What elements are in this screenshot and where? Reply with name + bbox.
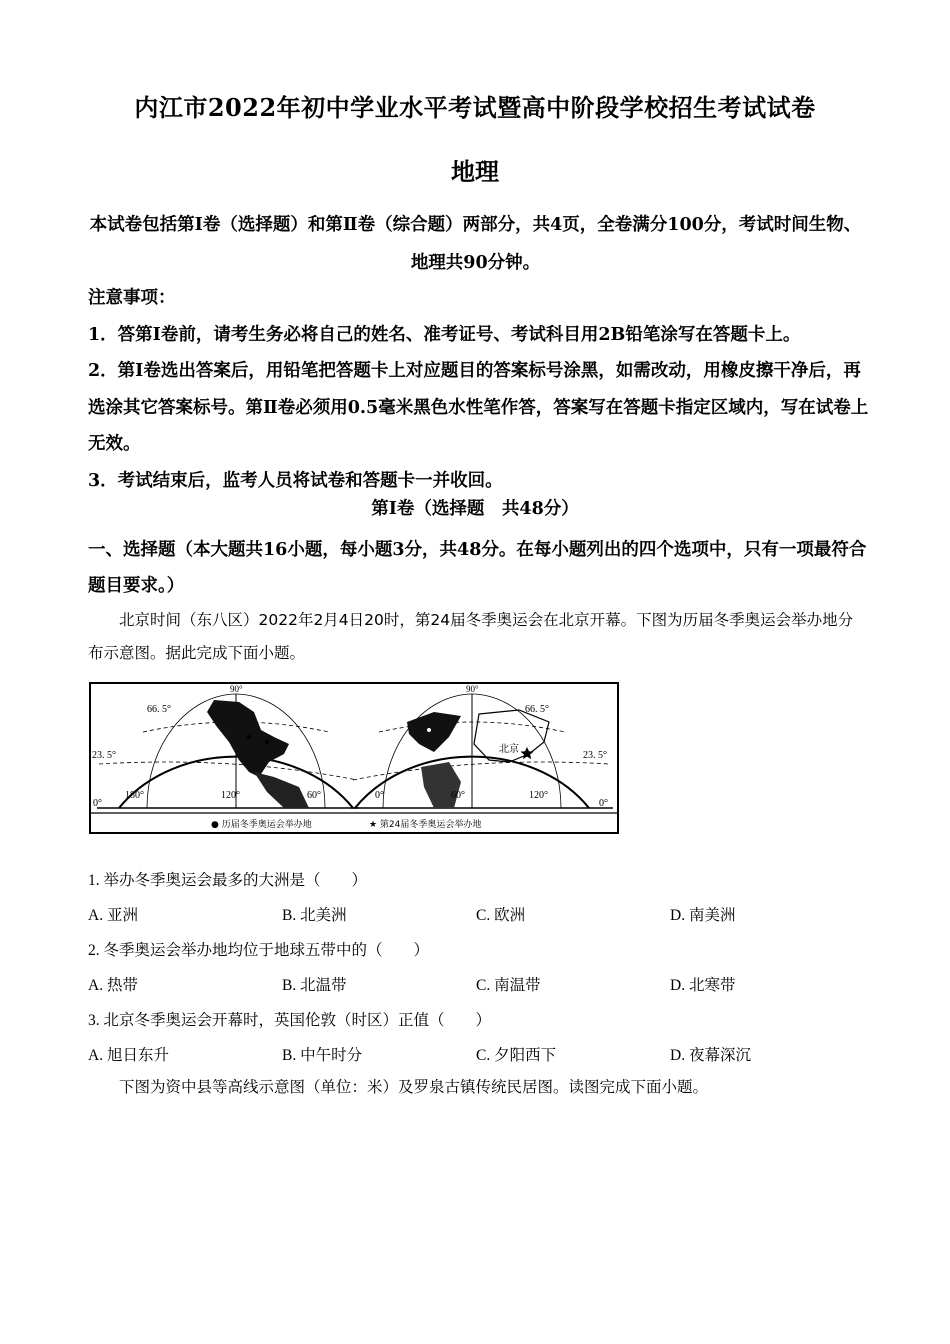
page-title: 内江市2022年初中学业水平考试暨高中阶段学校招生考试试卷 [134,93,816,122]
label-lat-0-west: 0° [93,798,102,809]
q2-option-a: A. 热带 [88,977,138,994]
label-lat-23-west: 23. 5° [92,750,116,761]
passage-contour-map: 下图为资中县等高线示意图（单位：米）及罗泉古镇传统民居图。读图完成下面小题。 [119,1078,709,1096]
label-lon-120-west: 120° [221,790,240,801]
label-lon-120-east: 120° [529,790,548,801]
label-lat-66-west: 66. 5° [147,704,171,715]
part-instruction: 一、选择题（本大题共16小题，每小题3分，共48分。在每小题列出的四个选项中，只有一项最符合题目要求。） [88,540,867,596]
label-lat-66-east: 66. 5° [525,704,549,715]
legend-past-hosts: ● 历届冬季奥运会举办地 [211,820,312,830]
label-lon-180: 180° [125,790,144,801]
passage-olympics: 北京时间（东八区）2022年2月4日20时，第24届冬季奥运会在北京开幕。下图为历届冬季奥运会举办地分布示意图。据此完成下面小题。 [88,611,854,662]
section-title: 第Ⅰ卷（选择题 共48分） [371,499,579,519]
q2-option-c: C. 南温带 [476,977,541,994]
winter-olympics-map [89,682,619,834]
label-beijing: 北京 [499,744,519,755]
note-item: 2．第Ⅰ卷选出答案后，用铅笔把答题卡上对应题目的答案标号涂黑，如需改动，用橡皮擦干净后，再选涂其它答案标号。第Ⅱ卷必须用0.5毫米黑色水性笔作答，答案写在答题卡指定区域内，写在试卷上无效。 [88,361,869,454]
note-item: 1．答第Ⅰ卷前，请考生务必将自己的姓名、准考证号、考试科目用2B铅笔涂写在答题卡上。 [88,324,801,345]
q1-option-d: D. 南美洲 [670,907,736,924]
label-lat-90-east: 90° [466,684,479,694]
label-lat-0-east: 0° [599,798,608,809]
q2-option-d: D. 北寒带 [670,977,736,994]
label-lat-23-east: 23. 5° [583,750,607,761]
legend-current-host: ★ 第24届冬季奥运会举办地 [369,820,482,830]
label-lon-60-west: 60° [307,790,321,801]
q2-option-b: B. 北温带 [282,977,347,994]
notes-heading: 注意事项： [88,288,176,308]
q1-option-c: C. 欧洲 [476,907,526,924]
exam-intro: 本试卷包括第Ⅰ卷（选择题）和第Ⅱ卷（综合题）两部分，共4页，全卷满分100分，考试时间生物、地理共90分钟。 [89,215,862,273]
q1-option-b: B. 北美洲 [282,907,347,924]
q1-option-a: A. 亚洲 [88,907,138,924]
question-1-stem: 1. 举办冬季奥运会最多的大洲是（ ） [88,872,368,889]
subject-title: 地理 [451,157,499,186]
q3-option-a: A. 旭日东升 [88,1047,169,1064]
label-lon-60-east: 60° [451,790,465,801]
question-2-stem: 2. 冬季奥运会举办地均位于地球五带中的（ ） [88,942,430,959]
q3-option-c: C. 夕阳西下 [476,1047,557,1064]
question-3-stem: 3. 北京冬季奥运会开幕时，英国伦敦（时区）正值（ ） [88,1012,492,1029]
label-lat-90-west: 90° [230,684,243,694]
q3-option-d: D. 夜幕深沉 [670,1047,751,1064]
note-item: 3．考试结束后，监考人员将试卷和答题卡一并收回。 [88,470,503,491]
q3-option-b: B. 中午时分 [282,1047,363,1064]
label-lon-0: 0° [375,790,384,801]
notes-block [88,280,873,499]
